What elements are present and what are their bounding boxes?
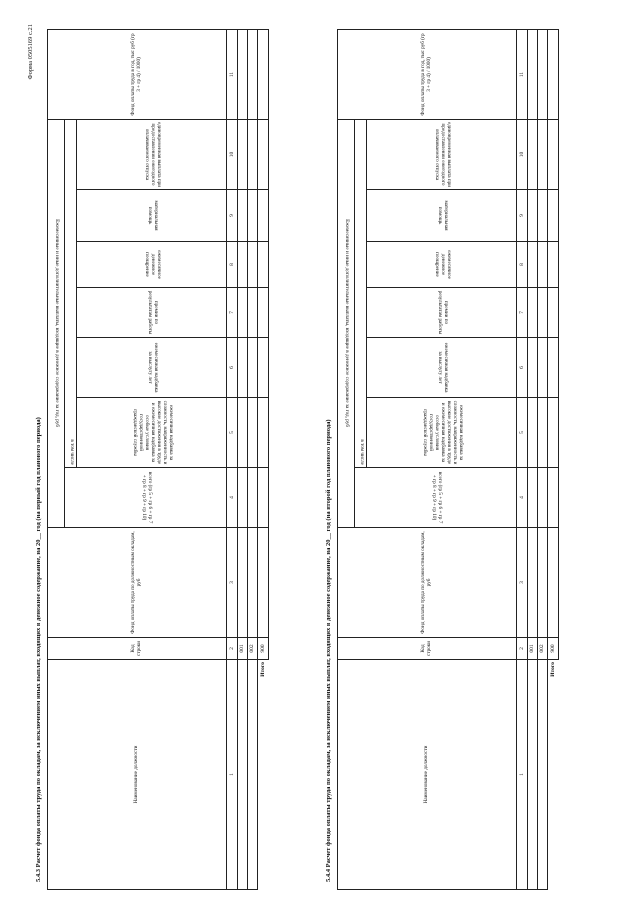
cell-input[interactable]	[548, 190, 559, 242]
cell-input[interactable]	[258, 398, 269, 468]
cell-input[interactable]	[548, 338, 559, 398]
col-number: 7	[517, 288, 528, 338]
header-additional-payments: Ежемесячные и иные дополнительные выплаты, входящие в денежное содержание за год, руб	[338, 119, 355, 527]
cell-input[interactable]	[258, 338, 269, 398]
header-total: всего (гр 5 + гр 6 + гр 7 + гр 8 + гр 9 + гр 10)	[65, 468, 227, 528]
section-title: 5.4.3 Расчет фонда оплаты труда по окладам, за исключением иных выплат, входящих в денежное содержание, на 20__ год (на первый год планового периода)	[35, 417, 42, 882]
col-number: 10	[227, 119, 238, 189]
position-input[interactable]	[248, 660, 258, 890]
cell-input[interactable]	[238, 338, 248, 398]
row-code: 002	[538, 638, 548, 660]
cell-input[interactable]	[538, 528, 548, 638]
header-performance-bonus: премии по результатам работы	[367, 288, 517, 338]
header-complexity-bonus: ежемесячная надбавка за сложность, напряженность и высокие достижения в труде и ежемесячная надбавка за особые условия государственной гражданской службы	[77, 398, 227, 468]
cell-input[interactable]	[258, 468, 269, 528]
cell-input[interactable]	[538, 398, 548, 468]
position-input[interactable]	[528, 660, 538, 890]
cell-input[interactable]	[238, 398, 248, 468]
cell-input[interactable]	[238, 29, 248, 119]
cell-input[interactable]	[258, 119, 269, 189]
cell-input[interactable]	[538, 242, 548, 288]
cell-input[interactable]	[238, 528, 248, 638]
cell-input[interactable]	[528, 528, 538, 638]
cell-input[interactable]	[538, 29, 548, 119]
table-row	[248, 29, 258, 889]
col-number: 4	[517, 468, 528, 528]
cell-input[interactable]	[238, 119, 248, 189]
header-row-code: Код строки	[338, 638, 517, 660]
section-title: 5.4.4 Расчет фонда оплаты труда по окладам, за исключением иных выплат, входящих в денежное содержание, на 20__ год (на второй год планового периода)	[325, 419, 332, 882]
cell-input[interactable]	[538, 190, 548, 242]
cell-input[interactable]	[548, 242, 559, 288]
header-seniority-bonus: ежемесячная надбавка за выслугу лет	[367, 338, 517, 398]
cell-input[interactable]	[258, 242, 269, 288]
header-complexity-bonus: ежемесячная надбавка за сложность, напряженность и высокие достижения в труде и ежемесячная надбавка за особые условия государственной гражданской службы	[367, 398, 517, 468]
form-code: Форма 0505169 с.21	[27, 24, 34, 80]
col-number: 1	[227, 660, 238, 890]
position-input[interactable]	[538, 660, 548, 890]
cell-input[interactable]	[238, 288, 248, 338]
column-numbers-row	[517, 29, 528, 889]
row-code: 002	[248, 638, 258, 660]
header-annual-fund: Фонд оплаты труда в год, тыс руб (гр 3 + гр 4) / 1000)	[48, 29, 227, 119]
cell-input[interactable]	[528, 338, 538, 398]
cell-input[interactable]	[548, 29, 559, 119]
rotated-form	[25, 20, 625, 890]
total-row	[548, 29, 559, 889]
col-number: 8	[517, 242, 528, 288]
total-code: 900	[548, 638, 559, 660]
cell-input[interactable]	[248, 288, 258, 338]
cell-input[interactable]	[248, 190, 258, 242]
cell-input[interactable]	[248, 468, 258, 528]
header-position-name: Наименование должности	[48, 660, 227, 890]
col-number: 11	[227, 29, 238, 119]
cell-input[interactable]	[528, 398, 538, 468]
cell-input[interactable]	[528, 288, 538, 338]
total-row	[258, 29, 269, 889]
payroll-table	[337, 29, 559, 890]
cell-input[interactable]	[528, 242, 538, 288]
cell-input[interactable]	[538, 338, 548, 398]
cell-input[interactable]	[548, 468, 559, 528]
col-number: 6	[227, 338, 238, 398]
header-additional-payments: Ежемесячные и иные дополнительные выплаты, входящие в денежное содержание за год, руб	[48, 119, 65, 527]
header-vacation-payment: единовременная выплата при предоставлении ежегодного оплачиваемого отпуска	[77, 119, 227, 189]
cell-input[interactable]	[238, 242, 248, 288]
cell-input[interactable]	[248, 398, 258, 468]
col-number: 2	[227, 638, 238, 660]
header-monthly-incentive: ежемесячное денежное поощрение	[77, 242, 227, 288]
header-including: в том числе	[65, 119, 77, 467]
cell-input[interactable]	[238, 468, 248, 528]
cell-input[interactable]	[538, 468, 548, 528]
header-position-name: Наименование должности	[338, 660, 517, 890]
header-salary-fund: Фонд оплаты труда по должностным окладам, руб	[48, 528, 227, 638]
column-numbers-row	[227, 29, 238, 889]
row-code: 001	[238, 638, 248, 660]
col-number: 8	[227, 242, 238, 288]
table-row	[538, 29, 548, 889]
header-salary-fund: Фонд оплаты труда по должностным окладам, руб	[338, 528, 517, 638]
cell-input[interactable]	[248, 119, 258, 189]
header-annual-fund: Фонд оплаты труда в год, тыс руб (гр 3 + гр 4) / 1000)	[338, 29, 517, 119]
cell-input[interactable]	[548, 528, 559, 638]
cell-input[interactable]	[248, 528, 258, 638]
col-number: 6	[517, 338, 528, 398]
cell-input[interactable]	[258, 288, 269, 338]
cell-input[interactable]	[538, 119, 548, 189]
cell-input[interactable]	[548, 119, 559, 189]
cell-input[interactable]	[258, 29, 269, 119]
col-number: 9	[227, 190, 238, 242]
total-code: 900	[258, 638, 269, 660]
total-label: Итого	[258, 660, 269, 890]
col-number: 3	[227, 528, 238, 638]
cell-input[interactable]	[248, 242, 258, 288]
col-number: 5	[517, 398, 528, 468]
row-code: 001	[528, 638, 538, 660]
table-row	[528, 29, 538, 889]
header-vacation-payment: единовременная выплата при предоставлении ежегодного оплачиваемого отпуска	[367, 119, 517, 189]
cell-input[interactable]	[258, 190, 269, 242]
header-performance-bonus: премии по результатам работы	[77, 288, 227, 338]
header-material-aid: материальная помощь	[367, 190, 517, 242]
col-number: 5	[227, 398, 238, 468]
cell-input[interactable]	[528, 29, 538, 119]
header-including: в том числе	[355, 119, 367, 467]
cell-input[interactable]	[548, 288, 559, 338]
cell-input[interactable]	[238, 190, 248, 242]
total-label: Итого	[548, 660, 559, 890]
col-number: 1	[517, 660, 528, 890]
payroll-table	[47, 29, 269, 890]
cell-input[interactable]	[248, 338, 258, 398]
cell-input[interactable]	[528, 119, 538, 189]
table-row	[238, 29, 248, 889]
header-monthly-incentive: ежемесячное денежное поощрение	[367, 242, 517, 288]
header-row-code: Код строки	[48, 638, 227, 660]
position-input[interactable]	[238, 660, 248, 890]
section-5-4-4	[325, 20, 595, 890]
col-number: 9	[517, 190, 528, 242]
section-5-4-3	[35, 20, 305, 890]
cell-input[interactable]	[258, 528, 269, 638]
col-number: 4	[227, 468, 238, 528]
col-number: 3	[517, 528, 528, 638]
col-number: 10	[517, 119, 528, 189]
header-total: всего (гр 5 + гр 6 + гр 7 + гр 8 + гр 9 + гр 10)	[355, 468, 517, 528]
cell-input[interactable]	[538, 288, 548, 338]
header-seniority-bonus: ежемесячная надбавка за выслугу лет	[77, 338, 227, 398]
col-number: 7	[227, 288, 238, 338]
col-number: 11	[517, 29, 528, 119]
cell-input[interactable]	[528, 468, 538, 528]
cell-input[interactable]	[548, 398, 559, 468]
col-number: 2	[517, 638, 528, 660]
header-material-aid: материальная помощь	[77, 190, 227, 242]
cell-input[interactable]	[528, 190, 538, 242]
cell-input[interactable]	[248, 29, 258, 119]
